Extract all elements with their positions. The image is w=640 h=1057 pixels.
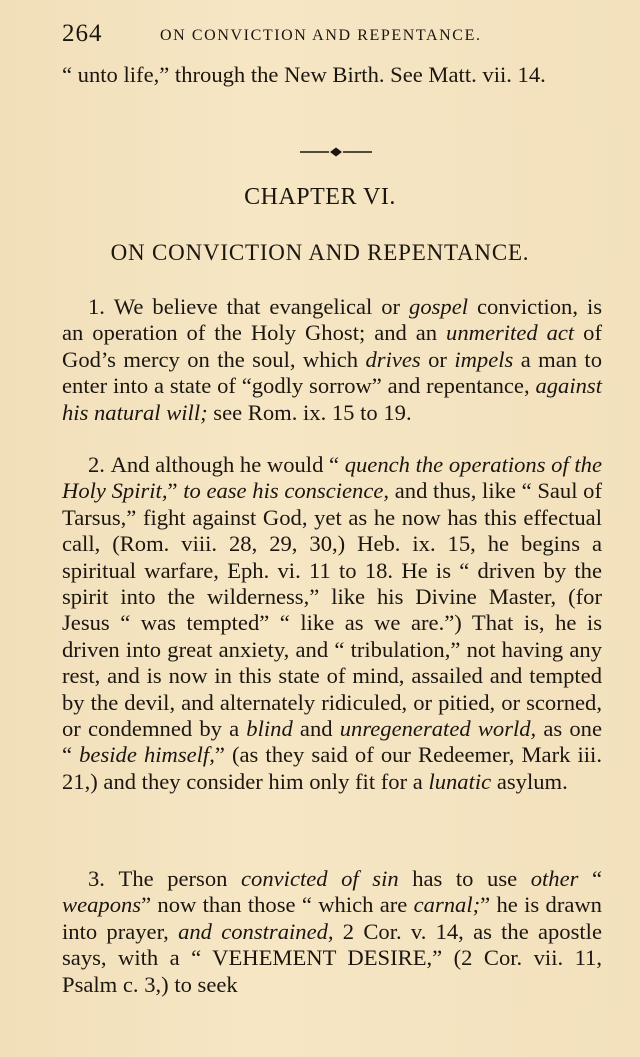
paragraph [62,294,602,426]
text-run: ” he is drawn into prayer, [62,892,602,944]
page-number: 264 [62,20,103,47]
italic-text: quench the operations of the Holy Spirit, [62,452,602,504]
italic-text: drives [365,346,421,372]
text-run: 2 Cor. v. 14, as the apostle says, with a “ VEHEMENT DESIRE,” (2 Cor. vii. 11, Psalm c. 3,) to seek [62,918,602,997]
text-run: and [292,716,340,742]
text-run: as one “ [62,716,603,768]
chapter-subtitle: ON CONVICTION AND REPENTANCE. [110,240,530,265]
page-header [62,20,602,56]
italic-text: weapons [62,892,142,918]
italic-text: impels [454,346,514,372]
italic-text: carnal; [413,892,481,918]
text-run: ” now than those “ which are [141,892,414,918]
text-run: see Rom. ix. 15 to 19. [207,399,412,425]
chapter-title: CHAPTER VI. [244,184,396,210]
italic-text: and constrained, [178,918,334,944]
text-run: a man to enter into a state of “godly sorrow” and repentance, [62,346,602,399]
text-run: and thus, like “ Saul of Tarsus,” fight against God, yet as he now has this effectual call, (Rom. viii. 28, 29, 30,) Heb. ix. 15, he begins a spiritual warfare, Eph. vi. 11 to 18. He is “ driven by the spirit into the wilderness,” like his Divine Master, (for Jesus “ was tempted” “ like as we are.”) That is, he is driven into great anxiety, and “ tribulation,” not having any rest, and is now in this state of mind, assailed and tempted by the devil, and alternately ridiculed, or pitied, or scorned, or condemned by a [62,478,602,742]
text-run: or [420,346,455,372]
paragraph [62,452,602,795]
text-run: The person [118,866,242,891]
italic-text: gospel [409,294,469,319]
paragraph-number: 2. [88,452,111,477]
text-run: And although he would “ [110,452,345,477]
text-run: of God’s mercy on the soul, which [62,320,602,372]
paragraph [62,866,602,998]
text-run: has to use [398,866,531,891]
italic-text: convicted of sin [241,866,399,891]
italic-text: unmerited act [446,320,575,346]
italic-text: against his natural will; [62,373,602,425]
running-head: ON CONVICTION AND REPENTANCE. [160,27,482,44]
italic-text: to ease his conscience, [183,478,390,504]
text-run: We believe that evangelical or [113,294,410,319]
italic-text: unregenerated world, [339,716,537,742]
paragraph-number: 3. [88,866,119,891]
text-run: asylum. [491,768,568,794]
text-run: ” (as they said of our Redeemer, Mark iii. 21,) and they consider him only fit for a [62,742,602,794]
text-run: conviction, is an operation of the Holy Ghost; and an [62,294,603,346]
italic-text: lunatic [428,768,492,794]
italic-text: other [530,866,579,891]
italic-text: blind [246,716,293,742]
continuation-text: “ unto life,” through the New Birth. See Matt. vii. 14. [62,62,546,87]
section-divider-ornament-icon [300,144,372,160]
text-run: “ [578,866,602,891]
text-run: ” [167,478,184,504]
paragraph-number: 1. [88,294,114,319]
italic-text: beside himself, [79,742,215,768]
